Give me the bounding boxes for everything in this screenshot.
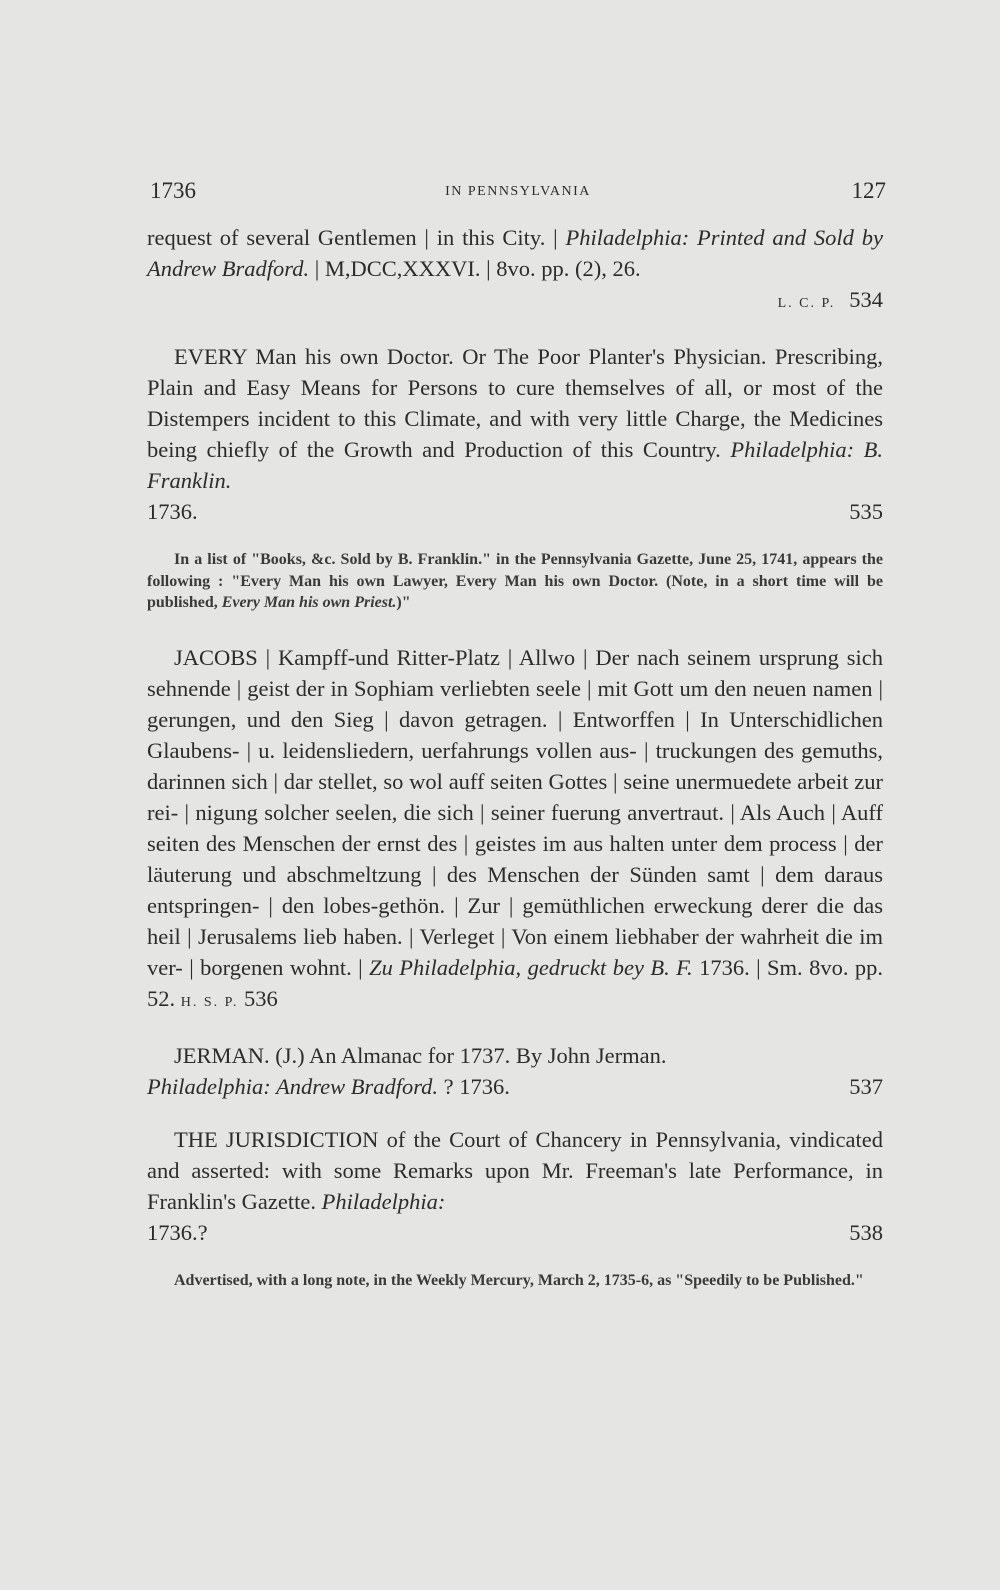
entry-meta xyxy=(147,496,883,527)
entry-meta xyxy=(147,1071,883,1102)
entry-meta xyxy=(147,1217,883,1248)
entry-536 xyxy=(147,642,883,1018)
entry-535 xyxy=(147,341,883,527)
running-header xyxy=(150,178,886,208)
page-body xyxy=(147,222,883,1319)
entry-text: JACOBS | Kampff-und Ritter-Platz | Allwo | Der nach seinem ursprung sich sehnende | geist der in Sophiam verliebten seele | mit Gott um den neuen namen | gerungen, und den Sieg | davon getragen. | Entworffen | In Unterschidlichen Glaubens- | u. leidensliedern, uerfahrungs vollen aus- | truckungen des gemuths, darinnen sich | dar stellet, so wol auff seiten Gottes | seine unermuedete arbeit zur rei- | nigung solcher seelen, die sich | seiner fuerung anvertraut. | Als Auch | Auff seiten des Menschen der ernst des | geistes im aus halten unter dem process | der läuterung und abschmeltzung | des Menschen der Sünden samt | dem daraus entspringen- | den lobes-gethön. | Zur | gemüthlichen erweckung derer die das heil | Jerusalems lieb haben. | Verleget | Von einem liebhaber der wahrheit die im ver- | borgenen wohnt. | Zu Philadelphia, gedruckt bey B. F. 1736. | Sm. 8vo. pp. 52. H. S. P. 536 xyxy=(147,644,884,1011)
entry-538 xyxy=(147,1124,883,1248)
entry-534 xyxy=(147,222,883,319)
entry-number: 537 xyxy=(849,1073,883,1099)
entry-note: In a list of "Books, &c. Sold by B. Franklin." in the Pennsylvania Gazette, June 25, 1741, appears the following : "Every Man his own Lawyer, Every Man his own Doctor. (Note, in a short time will be published, Every Man his own Priest.)" xyxy=(147,551,883,611)
entry-note: Advertised, with a long note, in the Weekly Mercury, March 2, 1735-6, as "Speedily to be Published." xyxy=(174,1271,864,1289)
entry-number: 536 xyxy=(244,985,278,1011)
entry-number: 534 xyxy=(849,287,883,312)
entry-text: JERMAN. (J.) An Almanac for 1737. By John Jerman. xyxy=(174,1042,667,1068)
entry-meta xyxy=(147,284,883,319)
header-year: 1736 xyxy=(150,178,196,203)
entry-number: 535 xyxy=(849,499,883,524)
library-siglum: H. S. P. xyxy=(180,994,239,1010)
entry-date: ? 1736. xyxy=(443,1073,510,1099)
entry-date: 1736. xyxy=(147,499,198,524)
page-number: 127 xyxy=(851,178,886,203)
entry-date: 1736.? xyxy=(147,1219,208,1245)
entry-imprint: Philadelphia: Andrew Bradford. xyxy=(147,1073,439,1099)
entry-537 xyxy=(147,1040,883,1102)
running-title: IN PENNSYLVANIA xyxy=(445,184,591,199)
entry-text: EVERY Man his own Doctor. Or The Poor Planter's Physician. Prescribing, Plain and Easy Means for Persons to cure themselves of all, or most of the Distempers incident to this Climate, and with very little Charge, the Medicines being chiefly of the Growth and Production of this Country. Philadelphia: B. Franklin. xyxy=(147,344,883,493)
library-siglum: L. C. P. xyxy=(777,296,836,311)
entry-text: request of several Gentlemen | in this City. | Philadelphia: Printed and Sold by Andrew Bradford. | M,DCC,XXXVI. | 8vo. pp. (2), 26. xyxy=(147,225,883,281)
entry-number: 538 xyxy=(849,1219,883,1245)
entry-text: THE JURISDICTION of the Court of Chancery in Pennsylvania, vindicated and asserted: with some Remarks upon Mr. Freeman's late Performance, in Franklin's Gazette. Philadelphia: xyxy=(147,1126,883,1214)
